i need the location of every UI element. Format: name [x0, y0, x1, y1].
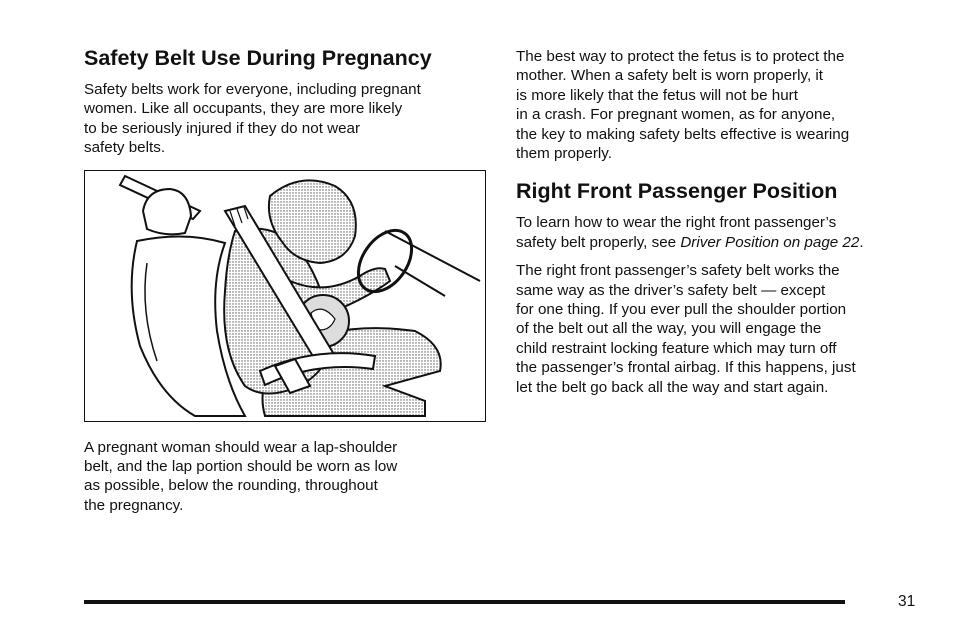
reference-period: .: [859, 233, 864, 251]
left-column: [84, 44, 486, 524]
reference-text: To learn how to wear the right front passenger’s safety belt properly, see: [516, 214, 837, 251]
pregnancy-intro-paragraph: Safety belts work for everyone, including pregnant women. Like all occupants, they are more likely to be seriously injured if they do not wear safety belts.: [84, 81, 421, 157]
protect-fetus-paragraph: The best way to protect the fetus is to protect the mother. When a safety belt is worn properly, it is more likely that the fetus will not be hurt in a crash. For pregnant women, as for anyone, the key to making safety belts effective is wearing them properly.: [516, 48, 850, 163]
illustration-svg: [85, 171, 485, 421]
pregnant-woman-seatbelt-illustration: [84, 170, 486, 422]
section-heading-right-front-passenger: Right Front Passenger Position: [516, 179, 838, 204]
passenger-belt-paragraph: The right front passenger’s safety belt works the same way as the driver’s safety belt — except for one thing. If you ever pull the shoulder portion of the belt out all the way, you will engage the child restraint locking feature which may turn off the passenger’s frontal airbag. If this happens, just let the belt go back all the way and start again.: [516, 262, 856, 396]
right-column: [516, 47, 926, 406]
illustration-caption: A pregnant woman should wear a lap-shoulder belt, and the lap portion should be worn as low as possible, below the rounding, throughout the pregnancy.: [84, 438, 398, 514]
section-heading-pregnancy: Safety Belt Use During Pregnancy: [84, 46, 432, 70]
driver-position-reference-link[interactable]: Driver Position on page 22: [680, 233, 860, 251]
headrest: [143, 189, 191, 234]
page-number: 31: [898, 593, 916, 610]
passenger-reference-paragraph: [516, 213, 926, 252]
footer-rule: [84, 600, 845, 604]
